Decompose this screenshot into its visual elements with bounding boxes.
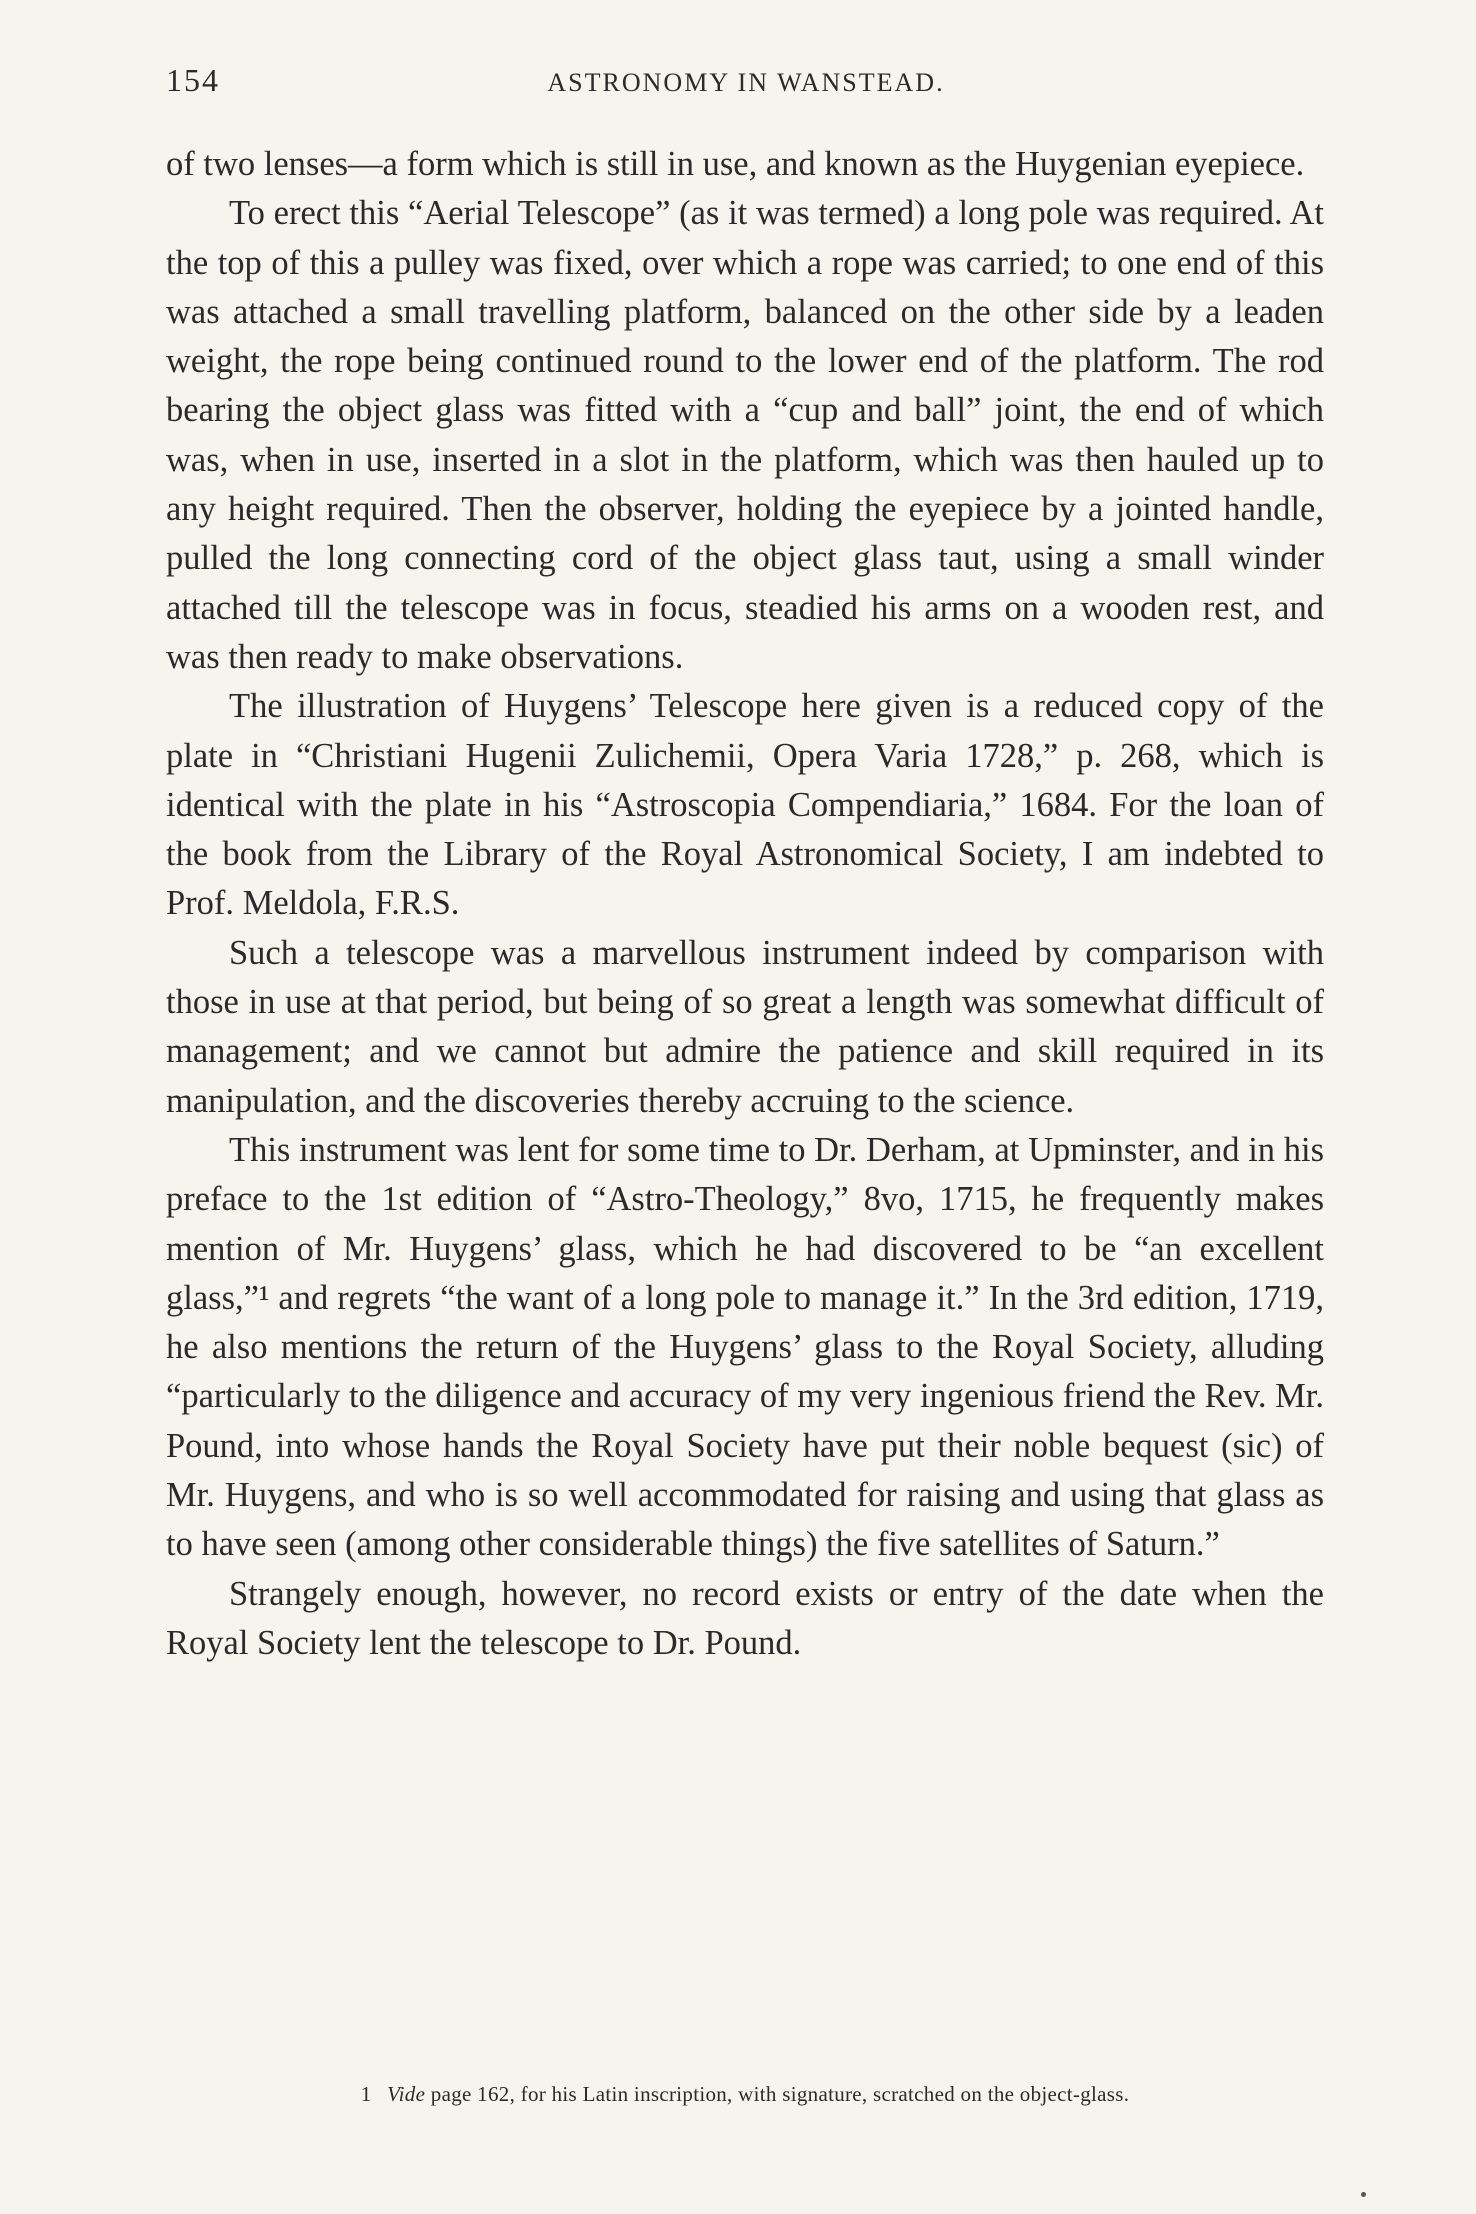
paragraph-1: of two lenses—a form which is still in use, and known as the Huygenian eyepiece. bbox=[166, 145, 1305, 183]
paragraph-5: This instrument was lent for some time to Dr. Derham, at Upminster, and in his preface to the 1st edition of “Astro-Theology,” 8vo, 1715, he frequently makes mention of Mr. Huygens’ glass, which he had discovered to be “an excellent glass,”¹ and regrets “the want of a long pole to manage it.” In the 3rd edition, 1719, he also mentions the return of the Huygens’ glass to the Royal Society, alluding “particularly to the diligence and accuracy of my very ingenious friend the Rev. Mr. Pound, into whose hands the Royal Society have put their noble bequest (sic) of Mr. Huygens, and who is so well accommodated for raising and using that glass as to have seen (among other considerable things) the five satellites of Saturn.” bbox=[166, 1130, 1324, 1564]
paragraph-4: Such a telescope was a marvellous instrument indeed by comparison with those in use at that period, but being of so great a length was somewhat difficult of management; and we cannot but admire the patience and skill required in its manipulation, and the discoveries thereby accruing to the science. bbox=[166, 933, 1324, 1120]
page-header bbox=[166, 62, 1326, 99]
footnote bbox=[166, 2080, 1324, 2108]
print-speck bbox=[1361, 2192, 1366, 2197]
page-number: 154 bbox=[166, 62, 220, 98]
paragraph-6: Strangely enough, however, no record exists or entry of the date when the Royal Society lent the telescope to Dr. Pound. bbox=[166, 1574, 1324, 1662]
paragraph-2: To erect this “Aerial Telescope” (as it was termed) a long pole was required. At the top of this a pulley was fixed, over which a rope was carried; to one end of this was attached a small travelling platform, balanced on the other side by a leaden weight, the rope being continued round to the lower end of the platform. The rod bearing the object glass was fitted with a “cup and ball” joint, the end of which was, when in use, inserted in a slot in the platform, which was then hauled up to any height required. Then the observer, holding the eyepiece by a jointed handle, pulled the long connecting cord of the object glass taut, using a small winder attached till the telescope was in focus, steadied his arms on a wooden rest, and was then ready to make observations. bbox=[166, 194, 1324, 676]
footnote-marker: 1 bbox=[360, 2082, 372, 2106]
footnote-text: page 162, for his Latin inscription, with signature, scratched on the object-glass. bbox=[430, 2082, 1130, 2106]
paragraph-3: The illustration of Huygens’ Telescope here given is a reduced copy of the plate in “Christiani Hugenii Zulichemii, Opera Varia 1728,” p. 268, which is identical with the plate in his “Astroscopia Compendiaria,” 1684. For the loan of the book from the Library of the Royal Astronomical Society, I am indebted to Prof. Meldola, F.R.S. bbox=[166, 687, 1324, 923]
footnote-vide: Vide bbox=[387, 2082, 426, 2106]
body-text bbox=[166, 140, 1324, 1668]
running-title: ASTRONOMY IN WANSTEAD. bbox=[547, 68, 945, 97]
